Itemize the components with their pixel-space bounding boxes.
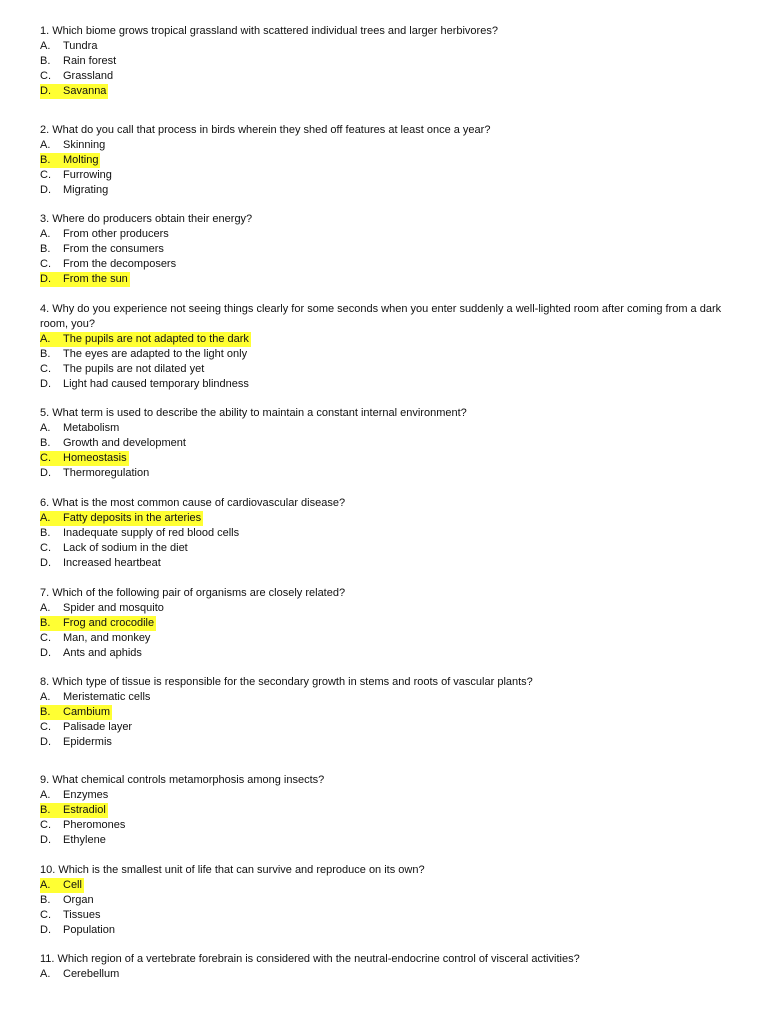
answer-choice	[40, 908, 103, 923]
answer-option	[40, 616, 750, 631]
option-letter: D.	[40, 557, 51, 569]
option-letter: C.	[40, 70, 51, 82]
question-block	[40, 952, 750, 982]
option-letter: C.	[40, 542, 51, 554]
option-text: Metabolism	[63, 422, 120, 434]
option-text: Palisade layer	[63, 721, 133, 733]
option-text: Frog and crocodile	[63, 617, 155, 629]
question-block	[40, 863, 750, 938]
answer-option	[40, 803, 750, 818]
option-letter: A.	[40, 968, 51, 980]
option-letter: D.	[40, 273, 51, 285]
question-text: 5. What term is used to describe the ability to maintain a constant internal environment?	[40, 407, 467, 419]
answer-option	[40, 788, 750, 803]
option-text: Man, and monkey	[63, 632, 151, 644]
question-text: 9. What chemical controls metamorphosis among insects?	[40, 774, 325, 786]
highlighted-answer	[40, 332, 251, 347]
option-text: The pupils are not adapted to the dark	[63, 333, 249, 345]
answer-option	[40, 377, 750, 392]
answer-option	[40, 631, 750, 646]
answer-option	[40, 54, 750, 69]
answer-option	[40, 332, 750, 347]
option-letter: A.	[40, 789, 51, 801]
question-text: 11. Which region of a vertebrate forebrain is considered with the neutral-endocrine control of visceral activities?	[40, 953, 580, 965]
option-text: Tissues	[63, 909, 101, 921]
option-letter: C.	[40, 258, 51, 270]
option-text: Population	[63, 924, 115, 936]
option-text: Molting	[63, 154, 99, 166]
option-text: Tundra	[63, 40, 98, 52]
option-text: Inadequate supply of red blood cells	[63, 527, 240, 539]
option-text: The pupils are not dilated yet	[63, 363, 205, 375]
answer-option	[40, 818, 750, 833]
option-letter: A.	[40, 879, 51, 891]
option-text: Lack of sodium in the diet	[63, 542, 188, 554]
answer-choice	[40, 601, 166, 616]
option-letter: C.	[40, 452, 51, 464]
answer-option	[40, 272, 750, 287]
answer-option	[40, 893, 750, 908]
answer-option	[40, 908, 750, 923]
option-text: Rain forest	[63, 55, 117, 67]
highlighted-answer	[40, 84, 108, 99]
answer-choice	[40, 436, 188, 451]
question-text: 4. Why do you experience not seeing things clearly for some seconds when you enter suddenly a well-lighted room after coming from a dark room, you?	[40, 303, 722, 330]
answer-option	[40, 153, 750, 168]
answer-option	[40, 242, 750, 257]
answer-option	[40, 923, 750, 938]
answer-choice	[40, 421, 121, 436]
answer-option	[40, 257, 750, 272]
question-text: 10. Which is the smallest unit of life that can survive and reproduce on its own?	[40, 864, 425, 876]
option-letter: A.	[40, 512, 51, 524]
option-letter: B.	[40, 527, 51, 539]
answer-choice	[40, 818, 127, 833]
highlighted-answer	[40, 878, 84, 893]
answer-option	[40, 601, 750, 616]
option-text: Homeostasis	[63, 452, 127, 464]
option-text: Cerebellum	[63, 968, 120, 980]
option-letter: A.	[40, 602, 51, 614]
answer-choice	[40, 631, 152, 646]
answer-option	[40, 466, 750, 481]
highlighted-answer	[40, 511, 203, 526]
option-text: Grassland	[63, 70, 114, 82]
answer-choice	[40, 893, 96, 908]
option-text: Estradiol	[63, 804, 106, 816]
question-text: 1. Which biome grows tropical grassland with scattered individual trees and larger herbivores?	[40, 25, 498, 37]
highlighted-answer	[40, 803, 108, 818]
answer-option	[40, 84, 750, 99]
highlighted-answer	[40, 272, 130, 287]
answer-choice	[40, 138, 107, 153]
option-letter: D.	[40, 85, 51, 97]
option-letter: B.	[40, 243, 51, 255]
option-letter: C.	[40, 169, 51, 181]
option-letter: B.	[40, 894, 51, 906]
option-text: Savanna	[63, 85, 107, 97]
option-letter: A.	[40, 40, 51, 52]
question-block	[40, 496, 750, 571]
option-letter: B.	[40, 437, 51, 449]
option-letter: B.	[40, 804, 51, 816]
option-letter: C.	[40, 819, 51, 831]
answer-choice	[40, 690, 152, 705]
answer-choice	[40, 242, 166, 257]
question-block	[40, 302, 750, 392]
question-block	[40, 123, 750, 198]
answer-option	[40, 362, 750, 377]
answer-option	[40, 511, 750, 526]
option-text: From the consumers	[63, 243, 164, 255]
option-letter: B.	[40, 617, 51, 629]
answer-option	[40, 556, 750, 571]
option-letter: B.	[40, 154, 51, 166]
answer-option	[40, 690, 750, 705]
option-letter: C.	[40, 909, 51, 921]
option-text: Light had caused temporary blindness	[63, 378, 249, 390]
answer-choice	[40, 735, 114, 750]
answer-choice	[40, 556, 163, 571]
answer-option	[40, 451, 750, 466]
answer-option	[40, 526, 750, 541]
option-text: Ethylene	[63, 834, 106, 846]
question-block	[40, 586, 750, 661]
option-letter: D.	[40, 736, 51, 748]
option-text: Increased heartbeat	[63, 557, 161, 569]
option-letter: D.	[40, 834, 51, 846]
answer-choice	[40, 833, 108, 848]
answer-choice	[40, 362, 206, 377]
option-letter: A.	[40, 228, 51, 240]
option-text: Cell	[63, 879, 82, 891]
answer-choice	[40, 183, 110, 198]
answer-option	[40, 227, 750, 242]
option-letter: C.	[40, 363, 51, 375]
answer-option	[40, 705, 750, 720]
option-text: Cambium	[63, 706, 111, 718]
answer-option	[40, 138, 750, 153]
option-text: Spider and mosquito	[63, 602, 164, 614]
option-letter: A.	[40, 691, 51, 703]
question-block	[40, 212, 750, 287]
question-block	[40, 24, 750, 99]
option-letter: C.	[40, 632, 51, 644]
option-text: Skinning	[63, 139, 106, 151]
answer-choice	[40, 526, 241, 541]
option-letter: B.	[40, 706, 51, 718]
option-text: Growth and development	[63, 437, 186, 449]
answer-choice	[40, 923, 117, 938]
option-letter: B.	[40, 55, 51, 67]
answer-option	[40, 39, 750, 54]
answer-option	[40, 69, 750, 84]
option-letter: A.	[40, 422, 51, 434]
answer-choice	[40, 257, 178, 272]
question-block	[40, 773, 750, 848]
answer-option	[40, 833, 750, 848]
option-text: Pheromones	[63, 819, 126, 831]
answer-choice	[40, 646, 144, 661]
answer-choice	[40, 69, 115, 84]
option-letter: A.	[40, 139, 51, 151]
option-letter: C.	[40, 721, 51, 733]
option-text: Enzymes	[63, 789, 109, 801]
answer-option	[40, 347, 750, 362]
answer-option	[40, 436, 750, 451]
question-text: 2. What do you call that process in birds wherein they shed off features at least once a year?	[40, 124, 491, 136]
option-text: Thermoregulation	[63, 467, 150, 479]
option-letter: D.	[40, 647, 51, 659]
option-letter: D.	[40, 467, 51, 479]
highlighted-answer	[40, 451, 129, 466]
answer-option	[40, 646, 750, 661]
question-text: 3. Where do producers obtain their energy?	[40, 213, 253, 225]
answer-choice	[40, 168, 114, 183]
option-text: Meristematic cells	[63, 691, 151, 703]
answer-option	[40, 878, 750, 893]
question-text: 6. What is the most common cause of cardiovascular disease?	[40, 497, 346, 509]
answer-option	[40, 183, 750, 198]
option-text: From the decomposers	[63, 258, 177, 270]
answer-option	[40, 967, 750, 982]
answer-choice	[40, 377, 251, 392]
answer-choice	[40, 54, 118, 69]
option-letter: D.	[40, 184, 51, 196]
answer-choice	[40, 720, 134, 735]
answer-choice	[40, 466, 151, 481]
highlighted-answer	[40, 705, 112, 720]
question-block	[40, 675, 750, 750]
option-text: Organ	[63, 894, 94, 906]
option-letter: D.	[40, 378, 51, 390]
option-letter: D.	[40, 924, 51, 936]
highlighted-answer	[40, 153, 100, 168]
option-text: From the sun	[63, 273, 128, 285]
answer-option	[40, 168, 750, 183]
answer-choice	[40, 541, 190, 556]
option-letter: A.	[40, 333, 51, 345]
answer-choice	[40, 967, 121, 982]
answer-choice	[40, 347, 249, 362]
option-text: Furrowing	[63, 169, 112, 181]
answer-choice	[40, 39, 99, 54]
answer-choice	[40, 788, 110, 803]
answer-option	[40, 421, 750, 436]
option-text: Migrating	[63, 184, 109, 196]
option-text: The eyes are adapted to the light only	[63, 348, 248, 360]
option-text: Fatty deposits in the arteries	[63, 512, 202, 524]
answer-choice	[40, 227, 171, 242]
answer-option	[40, 720, 750, 735]
option-text: From other producers	[63, 228, 169, 240]
question-text: 7. Which of the following pair of organisms are closely related?	[40, 587, 346, 599]
option-letter: B.	[40, 348, 51, 360]
question-block	[40, 406, 750, 481]
answer-option	[40, 541, 750, 556]
option-text: Epidermis	[63, 736, 112, 748]
option-text: Ants and aphids	[63, 647, 142, 659]
question-text: 8. Which type of tissue is responsible for the secondary growth in stems and roots of vascular plants?	[40, 676, 533, 688]
answer-option	[40, 735, 750, 750]
highlighted-answer	[40, 616, 156, 631]
